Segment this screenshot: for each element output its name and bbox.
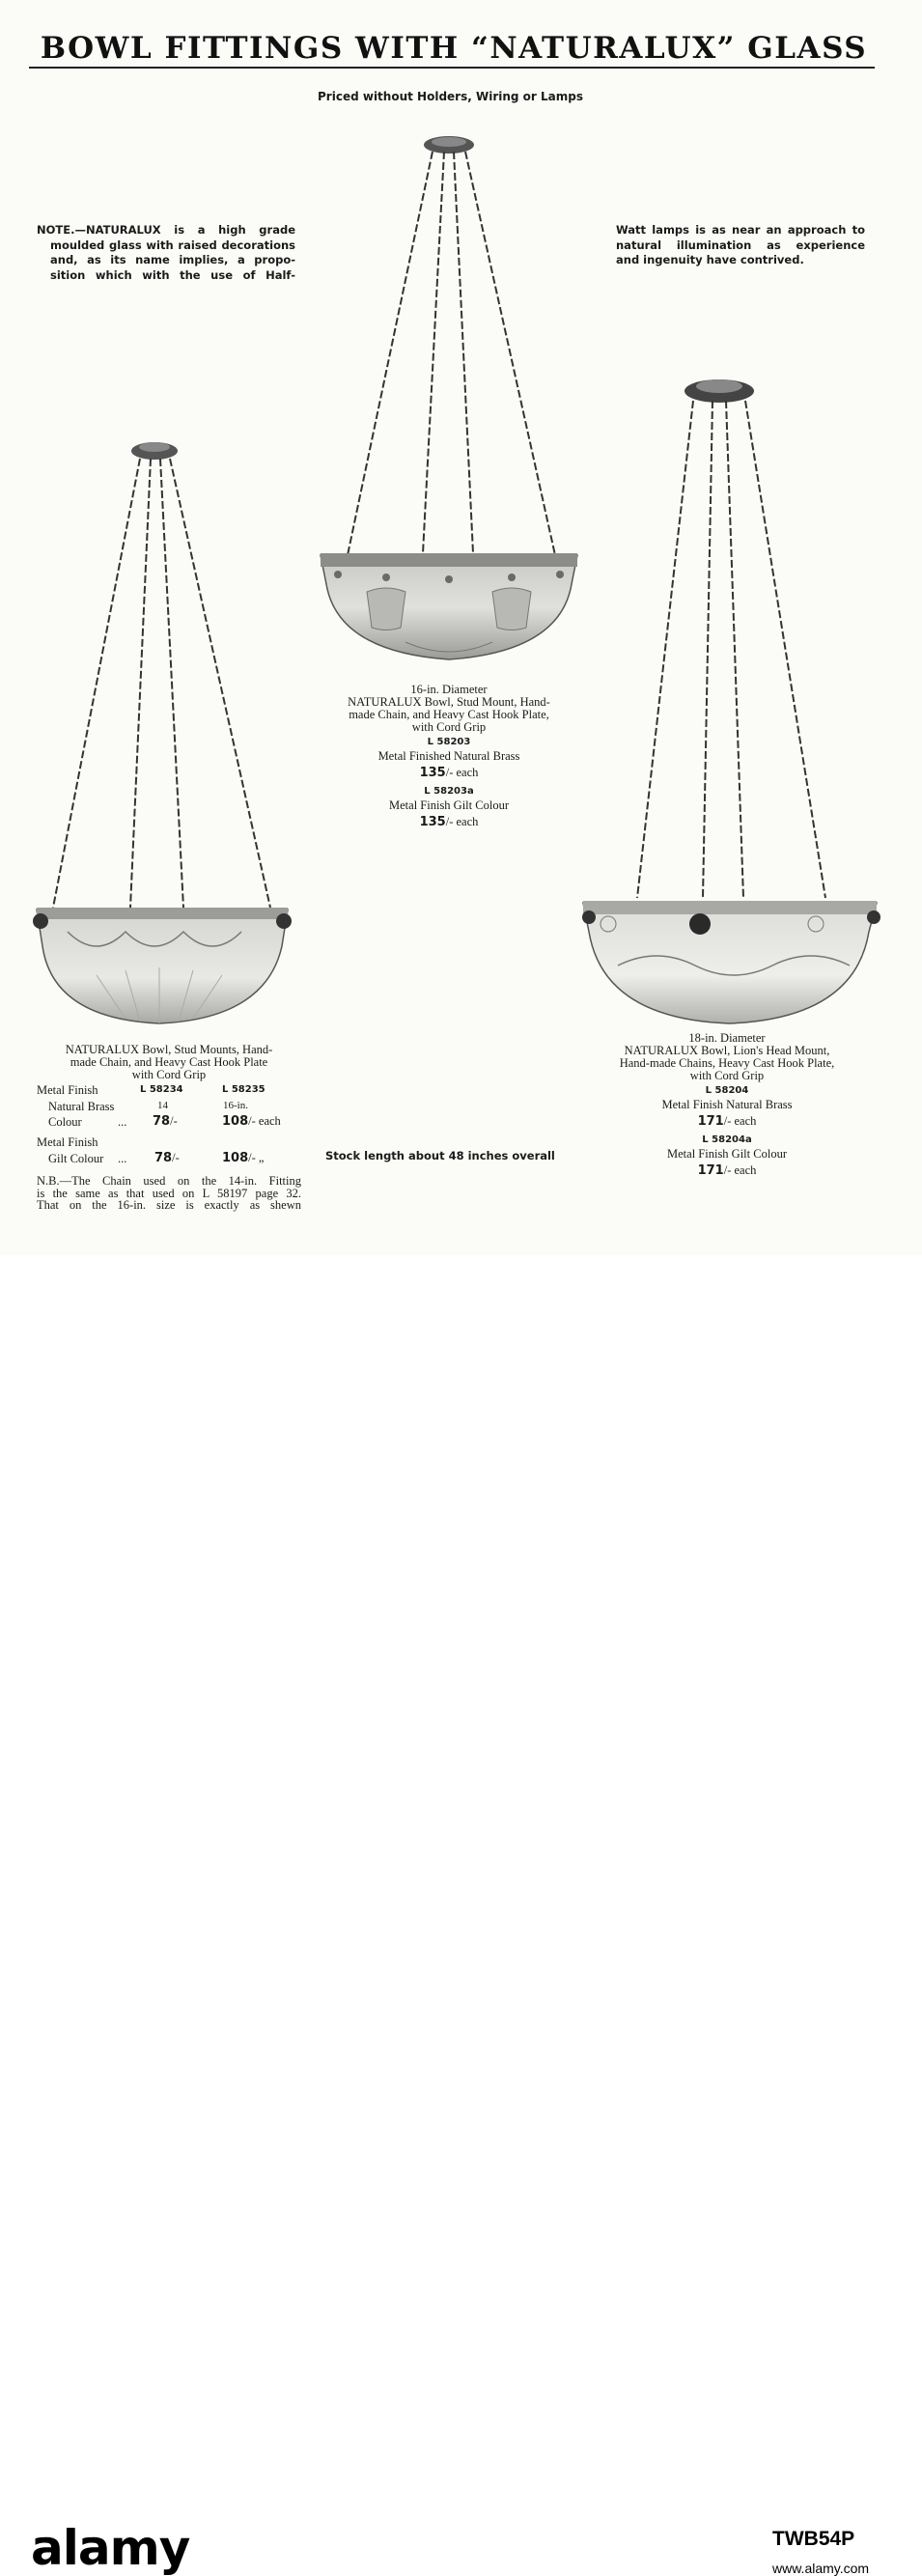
right-desc-line: NATURALUX Bowl, Lion's Head Mount, (624, 1044, 830, 1057)
table-col1-unit-a: /- (170, 1114, 178, 1128)
table-row1-label: Metal Finish (37, 1083, 98, 1097)
title-rule (29, 67, 875, 69)
left-lamp-illustration (29, 434, 299, 1028)
table-row5-label: Gilt Colour (48, 1152, 104, 1165)
left-price-table (37, 1083, 307, 1170)
right-desc-line: Hand-made Chains, Heavy Cast Hook Plate, (619, 1056, 835, 1070)
note-left-line: sition which with the use of Half- (50, 267, 295, 282)
note-left-line: and, as its name implies, a propo- (50, 253, 295, 266)
middle-unit-2: /- each (445, 815, 479, 828)
left-desc-line: made Chain, and Heavy Cast Hook Plate (70, 1055, 268, 1069)
catalogue-page (0, 0, 922, 1255)
right-code-2: L 58204a (702, 1134, 752, 1145)
alamy-logo: alamy (31, 2520, 190, 2576)
table-col2-unit-b: /- „ (248, 1151, 265, 1164)
right-code-1: L 58204 (705, 1085, 749, 1096)
table-col2-size: 16-in. (223, 1100, 248, 1111)
middle-desc-line: with Cord Grip (411, 720, 487, 734)
table-col2-unit-a: /- each (248, 1114, 281, 1128)
right-lamp-illustration (579, 372, 888, 1028)
table-row3-dots: ... (118, 1115, 127, 1129)
left-fitting-caption (37, 1044, 301, 1081)
page-title: BOWL FITTINGS WITH “NATURALUX” GLASS (40, 31, 868, 66)
table-row2-label: Natural Brass (48, 1100, 115, 1113)
note-left (37, 223, 295, 283)
note-left-line: NOTE.—NATURALUX is a high grade (37, 223, 295, 237)
table-col1-code: L 58234 (140, 1084, 183, 1095)
middle-code-1: L 58203 (427, 737, 471, 747)
middle-diameter: 16-in. Diameter (410, 683, 488, 696)
table-row3-label: Colour (48, 1115, 82, 1129)
middle-desc-line: NATURALUX Bowl, Stud Mount, Hand- (348, 695, 550, 709)
page-subtitle: Priced without Holders, Wiring or Lamps (318, 90, 583, 103)
right-diameter: 18-in. Diameter (688, 1031, 766, 1045)
table-col1-unit-b: /- (172, 1151, 180, 1164)
right-fitting-caption (587, 1032, 867, 1177)
right-finish-1: Metal Finish Natural Brass (661, 1098, 793, 1111)
note-right-line: natural illumination as experience (616, 238, 865, 252)
image-id: TWB54P (772, 2528, 855, 2550)
chain-note-line: That on the 16-in. size is exactly as shewn (37, 1198, 301, 1212)
note-right-line: and ingenuity have contrived. (616, 253, 804, 266)
right-unit-1: /- each (723, 1114, 757, 1128)
middle-unit-1: /- each (445, 766, 479, 779)
middle-fitting-caption (319, 684, 579, 828)
note-right (616, 223, 865, 268)
table-col1-price-a: 78 (153, 1114, 171, 1129)
middle-finish-1: Metal Finished Natural Brass (377, 749, 520, 763)
right-desc-line: with Cord Grip (689, 1069, 765, 1082)
middle-price-1: 135 (419, 766, 446, 780)
site-url: www.alamy.com (772, 2561, 870, 2576)
left-desc-line: NATURALUX Bowl, Stud Mounts, Hand- (65, 1043, 273, 1056)
chain-note (37, 1175, 301, 1212)
right-price-1: 171 (697, 1114, 724, 1129)
middle-code-2: L 58203a (424, 786, 474, 797)
table-col1-size: 14 (157, 1100, 168, 1111)
watermark-footer (0, 1255, 922, 2576)
right-price-2: 171 (697, 1163, 724, 1178)
table-col1-price-b: 78 (154, 1151, 173, 1165)
right-unit-2: /- each (723, 1163, 757, 1177)
middle-finish-2: Metal Finish Gilt Colour (389, 798, 509, 812)
right-finish-2: Metal Finish Gilt Colour (667, 1147, 787, 1161)
stock-length-note: Stock length about 48 inches overall (325, 1149, 555, 1162)
left-desc-line: with Cord Grip (131, 1068, 207, 1081)
table-row5-dots: ... (118, 1152, 127, 1165)
table-col2-code: L 58235 (222, 1084, 265, 1095)
chain-note-line: is the same as that used on L 58197 page 32. (37, 1186, 301, 1200)
middle-price-2: 135 (419, 815, 446, 829)
table-col2-price-a: 108 (222, 1114, 249, 1129)
chain-note-line: N.B.—The Chain used on the 14-in. Fitting (37, 1174, 301, 1188)
middle-lamp-illustration (309, 130, 589, 671)
table-row4-label: Metal Finish (37, 1135, 98, 1149)
middle-desc-line: made Chain, and Heavy Cast Hook Plate, (349, 708, 549, 721)
note-left-line: moulded glass with raised decorations (50, 238, 295, 252)
table-col2-price-b: 108 (222, 1151, 249, 1165)
note-right-line: Watt lamps is as near an approach to (616, 223, 865, 237)
